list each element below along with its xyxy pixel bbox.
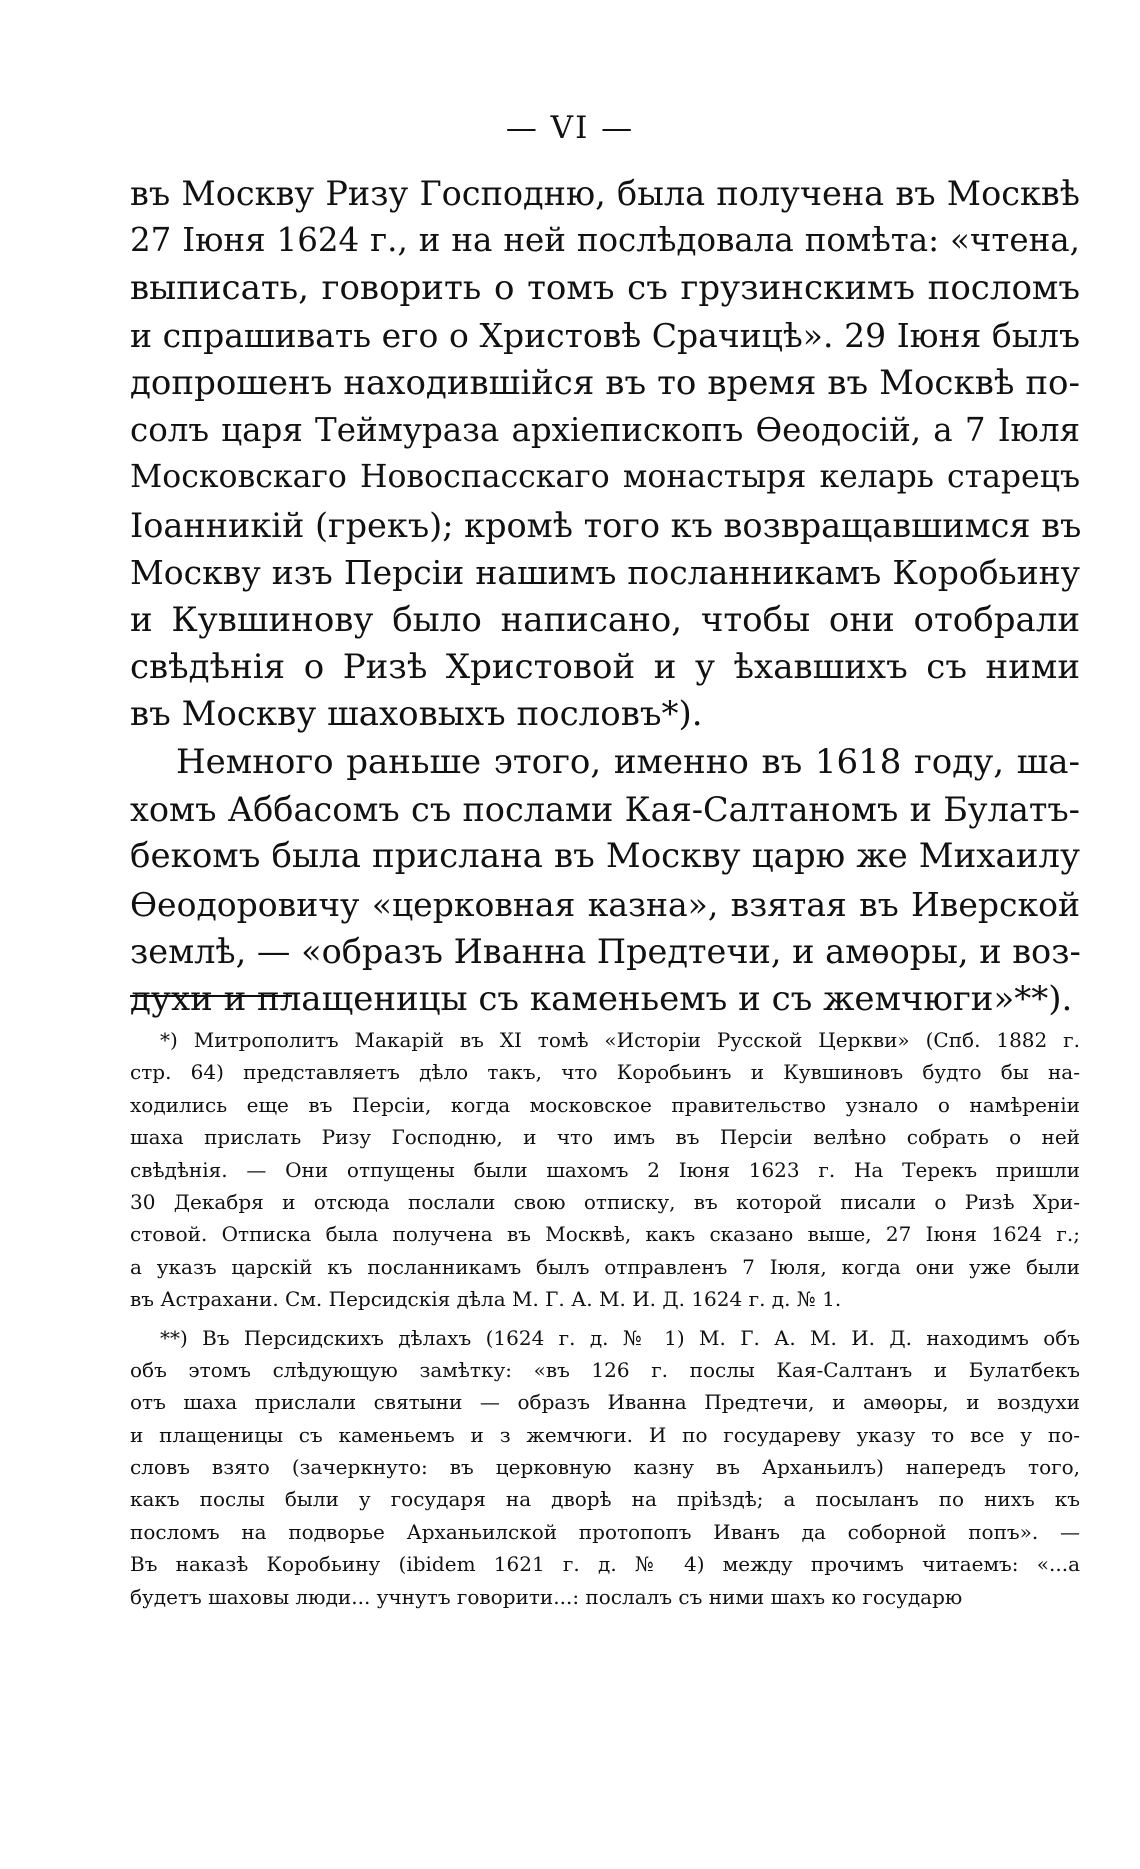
footnote-line: и плащеницы съ каменьемъ и з жемчюги. И по государеву указу то все у по- xyxy=(130,1422,1080,1447)
text-line: въ Москву Ризу Господню, была получена въ Москвѣ xyxy=(130,174,1080,213)
footnote-line: стр. 64) представляетъ дѣло такъ, что Коробьинъ и Кувшиновъ будто бы на- xyxy=(130,1060,1080,1085)
footnote-line: *) Митрополитъ Макарій въ XI томѣ «Исторіи Русской Церкви» (Спб. 1882 г. xyxy=(160,1028,1080,1052)
footnote xyxy=(130,1322,1080,1614)
text-line: Ѳеодоровичу «церковная казна», взятая въ Иверской xyxy=(130,884,1080,924)
footnote-line: 30 Декабря и отсюда послали свою отписку, въ которой писали о Ризѣ Хри- xyxy=(130,1189,1080,1214)
text-line: свѣдѣнія о Ризѣ Христовой и у ѣхавшихъ съ ними xyxy=(130,646,1080,687)
footnote-line: **) Въ Персидскихъ дѣлахъ (1624 г. д. № 1) М. Г. А. М. И. Д. находимъ объ xyxy=(160,1325,1080,1350)
footnote-line: стовой. Отписка была получена въ Москвѣ, какъ сказано выше, 27 Іюня 1624 г.; xyxy=(130,1222,1080,1247)
footnote-line: отъ шаха прислали святыни — образъ Иванна Предтечи, и амѳоры, и воздухи xyxy=(130,1390,1080,1415)
text-line: Москву изъ Персіи нашимъ посланникамъ Коробьину xyxy=(130,553,1080,593)
footnote-line: Въ наказѣ Коробьину (ibidem 1621 г. д. № 4) между прочимъ читаемъ: «...а xyxy=(130,1552,1080,1577)
footnote-line: свѣдѣнія. — Они отпущены были шахомъ 2 Іюня 1623 г. На Терекъ пришли xyxy=(130,1157,1080,1182)
footnote-line: а указъ царскій къ посланникамъ былъ отправленъ 7 Іюля, когда они уже были xyxy=(130,1254,1080,1279)
text-line: допрошенъ находившійся въ то время въ Москвѣ по- xyxy=(130,362,1080,403)
text-line: Іоанникій (грекъ); кромѣ того къ возвращавшимся въ xyxy=(130,505,1082,545)
footnote-line: посломъ на подворье Арханьилской протопопъ Иванъ да соборной попъ». — xyxy=(130,1519,1080,1544)
footnote-line: въ Астрахани. См. Персидскія дѣла М. Г. А. М. И. Д. 1624 г. д. № 1. xyxy=(130,1287,842,1312)
text-line: Немного раньше этого, именно въ 1618 году, ша- xyxy=(176,741,1080,782)
text-line: выписать, говорить о томъ съ грузинскимъ посломъ xyxy=(130,267,1080,308)
text-line: 27 Іюня 1624 г., и на ней послѣдовала помѣта: «чтена, xyxy=(130,221,1080,260)
text-line: и спрашивать его о Христовѣ Срачицѣ». 29 Іюня былъ xyxy=(130,316,1080,356)
body-text xyxy=(130,170,1080,1023)
footnote-line: ходились еще въ Персіи, когда московское правительство узнало о намѣреніи xyxy=(130,1092,1080,1117)
footnote-line: будетъ шаховы люди... учнутъ говорити...: послалъ съ ними шахъ ко государю xyxy=(130,1584,963,1609)
footnote xyxy=(130,1024,1080,1316)
text-line: и Кувшинову было написано, чтобы они отобрали xyxy=(130,599,1080,640)
footnotes xyxy=(130,1024,1080,1613)
text-line: солъ царя Теймураза архіепископъ Ѳеодосій, а 7 Іюля xyxy=(130,410,1080,449)
paragraph xyxy=(130,170,1080,739)
text-line: Московскаго Новоспасскаго монастыря келарь старецъ xyxy=(130,459,1080,496)
paragraph xyxy=(130,739,1080,1023)
footnote-divider xyxy=(130,995,292,997)
text-line: землѣ, — «образъ Иванна Предтечи, и амѳоры, и воз- xyxy=(130,932,1081,972)
footnote-line: шаха прислать Ризу Господню, и что имъ въ Персіи велѣно собрать о ней xyxy=(130,1125,1080,1150)
text-line: хомъ Аббасомъ съ послами Кая-Салтаномъ и Булатъ- xyxy=(130,790,1080,830)
footnote-line: какъ послы были у государя на дворѣ на пріѣздѣ; а посыланъ по нихъ къ xyxy=(130,1487,1080,1512)
page-number: — VI — xyxy=(505,110,635,146)
text-line: духи и плащеницы съ каменьемъ и съ жемчюги»**). xyxy=(130,978,1073,1019)
footnote-line: словъ взято (зачеркнуто: въ церковную казну въ Арханьилъ) напередъ того, xyxy=(130,1455,1080,1480)
text-line: въ Москву шаховыхъ пословъ*). xyxy=(130,694,703,735)
footnote-line: объ этомъ слѣдующую замѣтку: «въ 126 г. послы Кая-Салтанъ и Булатбекъ xyxy=(130,1357,1080,1382)
text-line: бекомъ была прислана въ Москву царю же Михаилу xyxy=(130,836,1080,877)
